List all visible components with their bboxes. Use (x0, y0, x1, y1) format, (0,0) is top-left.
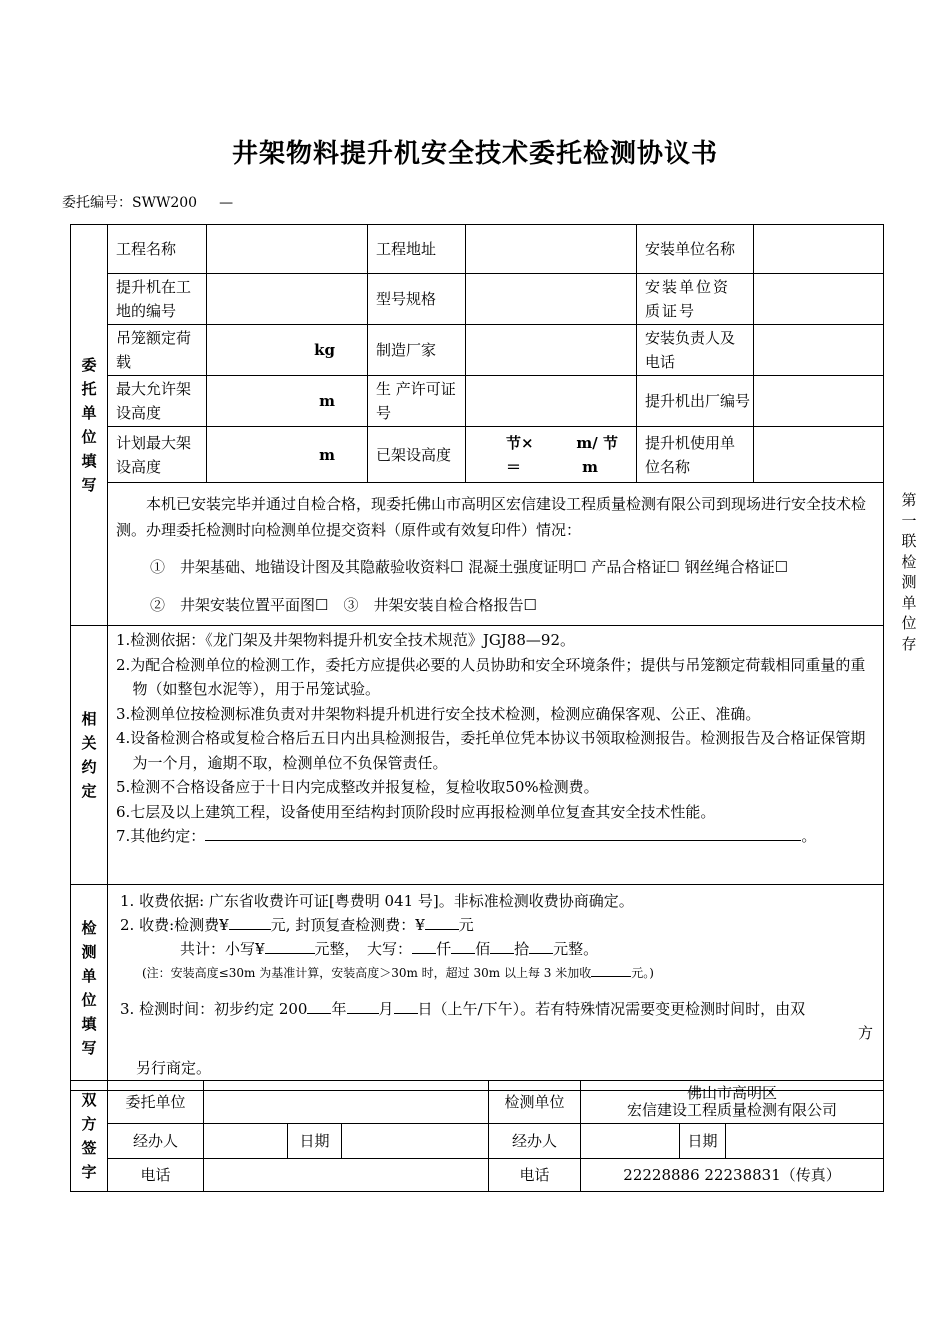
max-height-field[interactable]: m (207, 376, 368, 427)
max-height-label: 最大允许架设高度 (108, 376, 207, 427)
day-blank[interactable] (394, 998, 418, 1014)
term-item: 2.为配合检测单位的检测工作，委托方应提供必要的人员协助和安全环境条件；提供与吊笼额定荷载相同重量的重物（如整包水泥等），用于吊笼试验。 (116, 655, 866, 698)
model-field[interactable] (466, 274, 637, 325)
total-small-blank[interactable] (265, 938, 315, 954)
license-label: 生 产许可证号 (368, 376, 466, 427)
built-height-field[interactable]: 节× m/ 节 ＝ m (466, 427, 637, 483)
client-unit-label: 委托单位 (108, 1081, 204, 1124)
manufacturer-label: 制造厂家 (368, 325, 466, 376)
fee-section (108, 885, 884, 1091)
client-phone-field[interactable] (204, 1159, 489, 1192)
installer-cert-field[interactable] (754, 274, 884, 325)
section-client-label: 委 托 单 位 填 写 (71, 225, 108, 626)
copy-note: 第一联检测单位存 (901, 491, 917, 653)
client-date-label: 日期 (288, 1124, 342, 1159)
lab-date-field[interactable] (726, 1124, 884, 1159)
agreement-table (70, 224, 884, 1091)
hundred-blank[interactable] (451, 938, 475, 954)
year-blank[interactable] (307, 998, 331, 1014)
client-handler-label: 经办人 (108, 1124, 204, 1159)
user-unit-field[interactable] (754, 427, 884, 483)
project-name-label: 工程名称 (108, 225, 207, 274)
hoist-number-label: 提升机在工地的编号 (108, 274, 207, 325)
installer-name-label: 安装单位名称 (637, 225, 754, 274)
lab-phone-value: 22228886 22238831（传真） (581, 1159, 884, 1192)
serial-dash: — (219, 195, 234, 211)
serial-number (62, 192, 233, 212)
submission-paragraph: 本机已安装完毕并通过自检合格，现委托佛山市高明区宏信建设工程质量检测有限公司到现场进行安全技术检测。办理委托检测时向检测单位提交资料（原件或有效复印件）情况： (116, 495, 867, 539)
test-time-cont: 方 (857, 1024, 873, 1042)
recheck-fee-blank[interactable] (425, 914, 459, 930)
client-handler-field[interactable] (204, 1124, 288, 1159)
lab-handler-label: 经办人 (489, 1124, 581, 1159)
hoist-number-field[interactable] (207, 274, 368, 325)
total-line: 共计：小写¥ 元整， 大写： 仟 佰 拾 元整。 (180, 940, 599, 958)
term-item: 6.七层及以上建筑工程，设备使用至结构封顶阶段时应再报检测单位复查其安全技术性能。 (116, 802, 716, 821)
other-terms-line[interactable] (205, 824, 801, 841)
month-blank[interactable] (347, 998, 379, 1014)
client-date-field[interactable] (342, 1124, 489, 1159)
user-unit-label: 提升机使用单位名称 (637, 427, 754, 483)
thousand-blank[interactable] (412, 938, 436, 954)
built-height-label: 已架设高度 (368, 427, 466, 483)
test-unit-label: 检测单位 (489, 1081, 581, 1124)
planned-height-field[interactable]: m (207, 427, 368, 483)
manufacturer-field[interactable] (466, 325, 637, 376)
terms-list (108, 626, 884, 885)
test-time-line: 3. 检测时间：初步约定 200 年 月 日（上午/下午）。若有特殊情况需要变更检测时间时，由双 (120, 1000, 806, 1018)
project-name-field[interactable] (207, 225, 368, 274)
checklist-line-1[interactable]: ① 井架基础、地锚设计图及其隐蔽验收资料☐ 混凝土强度证明☐ 产品合格证☐ 钢丝绳合格证☐ (150, 558, 789, 576)
installer-cert-label: 安装单位资质证号 (637, 274, 754, 325)
client-phone-label: 电话 (108, 1159, 204, 1192)
section-terms-label: 相 关 约 定 (71, 626, 108, 885)
client-unit-field[interactable] (204, 1081, 489, 1124)
installer-name-field[interactable] (754, 225, 884, 274)
factory-number-label: 提升机出厂编号 (637, 376, 754, 427)
rated-load-label: 吊笼额定荷 载 (108, 325, 207, 376)
project-address-field[interactable] (466, 225, 637, 274)
ten-blank[interactable] (490, 938, 514, 954)
installer-contact-field[interactable] (754, 325, 884, 376)
term-item: 1.检测依据：《龙门架及井架物料提升机安全技术规范》JGJ88—92。 (116, 631, 575, 649)
license-field[interactable] (466, 376, 637, 427)
test-unit-name: 佛山市高明区 宏信建设工程质量检测有限公司 (581, 1081, 884, 1124)
factory-number-field[interactable] (754, 376, 884, 427)
section-lab-label: 检 测 单 位 填 写 (71, 885, 108, 1091)
page-title: 井架物料提升机安全技术委托检测协议书 (231, 139, 718, 169)
term-item: 3.检测单位按检测标准负责对井架物料提升机进行安全技术检测，检测应确保客观、公正、准确。 (116, 704, 761, 723)
test-time-end: 另行商定。 (136, 1059, 212, 1077)
term-other[interactable]: 7.其他约定： 。 (116, 824, 875, 849)
lab-handler-field[interactable] (581, 1124, 680, 1159)
project-address-label: 工程地址 (368, 225, 466, 274)
lab-date-label: 日期 (680, 1124, 726, 1159)
section-sign-label: 双 方 签 字 (71, 1081, 108, 1192)
rated-load-field[interactable]: kg (207, 325, 368, 376)
signature-table (70, 1080, 884, 1192)
term-item: 4.设备检测合格或复检合格后五日内出具检测报告，委托单位凭本协议书领取检测报告。检测报告及合格证保管期为一个月，逾期不取，检测单位不负保管责任。 (116, 729, 866, 772)
fee-line: 2. 收费:检测费¥ 元, 封顶复查检测费：¥ 元 (120, 916, 474, 934)
submission-info (108, 483, 884, 626)
fee-blank[interactable] (229, 914, 271, 930)
surcharge-blank[interactable] (591, 964, 631, 977)
unit-blank[interactable] (529, 938, 553, 954)
checklist-line-2[interactable]: ② 井架安装位置平面图☐ ③ 井架安装自检合格报告☐ (150, 596, 537, 614)
fee-basis: 1. 收费依据: 广东省收费许可证[粤费明 041 号]。非标准检测收费协商确定。 (120, 892, 634, 910)
term-item: 5.检测不合格设备应于十日内完成整改并报复检，复检收取50%检测费。 (116, 778, 599, 796)
installer-contact-label: 安装负责人及电话 (637, 325, 754, 376)
serial-label: 委托编号：SWW200 (62, 195, 198, 211)
model-label: 型号规格 (368, 274, 466, 325)
lab-phone-label: 电话 (489, 1159, 581, 1192)
planned-height-label: 计划最大架设高度 (108, 427, 207, 483)
fee-note: (注：安装高度≤30m 为基准计算，安装高度＞30m 时，超过 30m 以上每 3 米加收 元。) (142, 966, 654, 980)
